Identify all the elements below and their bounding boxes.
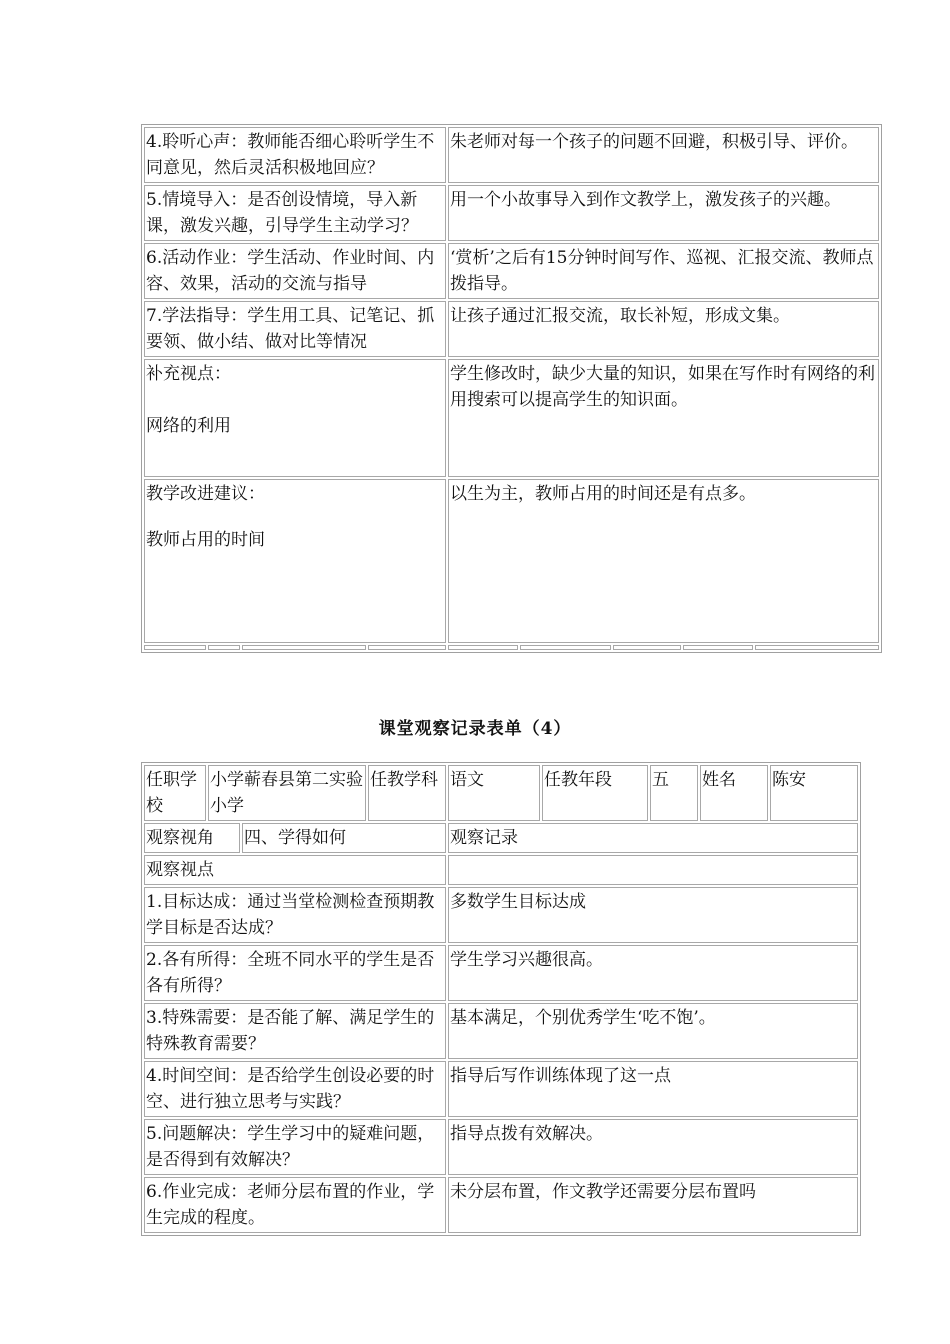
improve-label: 教学改进建议： (146, 484, 265, 504)
table-row (144, 1003, 858, 1059)
table-row (144, 127, 879, 183)
name-value: 陈安 (770, 765, 858, 821)
angle-label: 观察视角 (144, 823, 240, 853)
subject-value: 语文 (448, 765, 540, 821)
supplement-label: 补充视点： (146, 364, 231, 384)
observation-record: 多数学生目标达成 (448, 887, 858, 943)
observation-table (141, 762, 861, 1236)
table-row (144, 243, 879, 299)
observation-table-continued (141, 124, 882, 653)
observation-point: 2.各有所得：全班不同水平的学生是否各有所得？ (144, 945, 446, 1001)
observation-point: 5.问题解决：学生学习中的疑难问题，是否得到有效解决？ (144, 1119, 446, 1175)
supplement-cell (144, 359, 446, 477)
empty-cell (208, 645, 240, 650)
empty-cell (755, 645, 879, 650)
table-row (144, 301, 879, 357)
table-row (144, 359, 879, 477)
observation-point: 5.情境导入：是否创设情境，导入新课，激发兴趣，引导学生主动学习？ (144, 185, 446, 241)
table-row (144, 945, 858, 1001)
point-label: 观察视点 (144, 855, 446, 885)
observation-record: 指导点拨有效解决。 (448, 1119, 858, 1175)
observation-point: 6.活动作业：学生活动、作业时间、内容、效果，活动的交流与指导 (144, 243, 446, 299)
table-row (144, 479, 879, 643)
empty-cell (683, 645, 753, 650)
table-row (144, 185, 879, 241)
empty-cell (613, 645, 681, 650)
observation-record: 用一个小故事导入到作文教学上，激发孩子的兴趣。 (448, 185, 879, 241)
observation-record: 朱老师对每一个孩子的问题不回避，积极引导、评价。 (448, 127, 879, 183)
angle-value: 四、学得如何 (242, 823, 446, 853)
table-row (144, 1177, 858, 1233)
supplement-value: 网络的利用 (146, 416, 231, 436)
empty-cell (520, 645, 611, 650)
empty-cell (448, 855, 858, 885)
empty-cell (448, 645, 518, 650)
record-label: 观察记录 (448, 823, 858, 853)
observation-point: 3.特殊需要：是否能了解、满足学生的特殊教育需要？ (144, 1003, 446, 1059)
improve-record: 以生为主，教师占用的时间还是有点多。 (448, 479, 879, 643)
improve-cell (144, 479, 446, 643)
table-row (144, 1061, 858, 1117)
observation-record: 学生学习兴趣很高。 (448, 945, 858, 1001)
grade-label: 任教年段 (542, 765, 648, 821)
improve-value: 教师占用的时间 (146, 530, 265, 550)
observation-point: 4.聆听心声：教师能否细心聆听学生不同意见，然后灵活积极地回应？ (144, 127, 446, 183)
empty-cell (144, 645, 206, 650)
observation-point: 7.学法指导：学生用工具、记笔记、抓要领、做小结、做对比等情况 (144, 301, 446, 357)
subject-label: 任教学科 (368, 765, 446, 821)
observation-point: 4.时间空间：是否给学生创设必要的时空、进行独立思考与实践？ (144, 1061, 446, 1117)
observation-point: 6.作业完成：老师分层布置的作业，学生完成的程度。 (144, 1177, 446, 1233)
supplement-record: 学生修改时，缺少大量的知识，如果在写作时有网络的利用搜索可以提高学生的知识面。 (448, 359, 879, 477)
observation-record: 指导后写作训练体现了这一点 (448, 1061, 858, 1117)
observation-record: 让孩子通过汇报交流，取长补短，形成文集。 (448, 301, 879, 357)
angle-row (144, 823, 858, 853)
form-title: 课堂观察记录表单（4） (378, 719, 572, 739)
observation-point: 1.目标达成：通过当堂检测检查预期教学目标是否达成？ (144, 887, 446, 943)
school-value: 小学蕲春县第二实验小学 (208, 765, 366, 821)
table-row (144, 887, 858, 943)
table-row (144, 645, 879, 650)
school-label: 任职学校 (144, 765, 206, 821)
observation-record: 未分层布置，作文教学还需要分层布置吗 (448, 1177, 858, 1233)
point-row (144, 855, 858, 885)
observation-record: 基本满足，个别优秀学生‘吃不饱’。 (448, 1003, 858, 1059)
grade-value: 五 (650, 765, 698, 821)
header-row (144, 765, 858, 821)
empty-cell (242, 645, 366, 650)
empty-cell (368, 645, 446, 650)
table-row (144, 1119, 858, 1175)
name-label: 姓名 (700, 765, 768, 821)
observation-record: ‘赏析’之后有15分钟时间写作、巡视、汇报交流、教师点拨指导。 (448, 243, 879, 299)
